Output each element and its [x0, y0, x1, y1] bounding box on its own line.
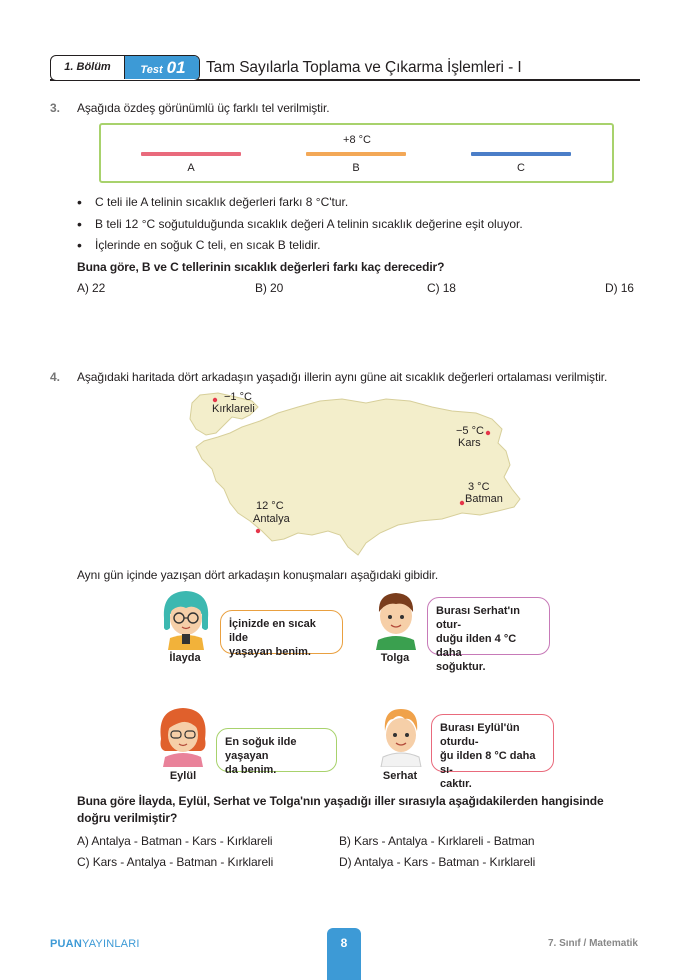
eylul-speech: En soğuk ilde yaşayan da benim. — [216, 728, 337, 772]
kars-name: Kars — [458, 437, 481, 449]
antalya-dot — [256, 529, 260, 533]
kars-temp: −5 °C — [456, 425, 484, 437]
wire-a — [141, 152, 241, 156]
q3-option-a[interactable]: A) 22 — [77, 281, 106, 295]
ilayda-speech: İçinizde en sıcak ilde yaşayan benim. — [220, 610, 343, 654]
q4-question-line-1: Buna göre İlayda, Eylül, Serhat ve Tolga'nın yaşadığı iller sırasıyla aşağıdakilerden hangisinde — [77, 794, 604, 808]
serhat-speech: Burası Eylül'ün oturdu- ğu ilden 8 °C daha sı- caktır. — [431, 714, 554, 772]
tolga-name: Tolga — [380, 652, 410, 664]
batman-dot — [460, 501, 464, 505]
bolum-label: 1. Bölüm — [64, 61, 111, 73]
wire-b-temp: +8 °C — [343, 134, 371, 146]
kirklareli-temp: −1 °C — [224, 391, 252, 403]
q4-number: 4. — [50, 370, 61, 384]
q3-bullet-3: • İçlerinde en soğuk C teli, en sıcak B telidir. — [77, 237, 321, 253]
wire-c — [471, 152, 571, 156]
q4-question-line-2: doğru verilmiştir? — [77, 811, 178, 825]
batman-temp: 3 °C — [468, 481, 490, 493]
q4-intro: Aşağıdaki haritada dört arkadaşın yaşadığı illerin aynı güne ait sıcaklık değerleri ortalaması verilmiştir. — [77, 370, 608, 384]
test-number: 01 — [166, 58, 186, 77]
q3-option-b[interactable]: B) 20 — [255, 281, 284, 295]
q4-option-b[interactable]: B) Kars - Antalya - Kırklareli - Batman — [339, 834, 535, 848]
page-title: Tam Sayılarla Toplama ve Çıkarma İşlemleri - I — [206, 59, 522, 76]
wire-a-label: A — [187, 162, 195, 174]
ilayda-avatar — [160, 588, 212, 650]
kirklareli-dot — [213, 398, 217, 402]
q4-option-d[interactable]: D) Antalya - Kars - Batman - Kırklareli — [339, 855, 536, 869]
wire-c-label: C — [517, 162, 525, 174]
antalya-name: Antalya — [253, 513, 290, 525]
map-anatolia — [196, 399, 520, 555]
ilayda-name: İlayda — [169, 652, 201, 664]
q4-conversation-intro: Aynı gün içinde yazışan dört arkadaşın konuşmaları aşağıdaki gibidir. — [77, 568, 439, 582]
q3-bullet-2: • B teli 12 °C soğutulduğunda sıcaklık değeri A telinin sıcaklık değerine eşit oluyor. — [77, 216, 523, 232]
kirklareli-name: Kırklareli — [212, 403, 255, 415]
serhat-avatar — [375, 705, 427, 767]
q3-option-d[interactable]: D) 16 — [605, 281, 634, 295]
serhat-name: Serhat — [382, 770, 418, 782]
test-label: Test — [140, 64, 163, 76]
q4-option-c[interactable]: C) Kars - Antalya - Batman - Kırklareli — [77, 855, 274, 869]
wire-b-label: B — [352, 162, 360, 174]
test-badge — [124, 56, 200, 79]
batman-name: Batman — [465, 493, 503, 505]
kars-dot — [486, 431, 490, 435]
q4-option-a[interactable]: A) Antalya - Batman - Kars - Kırklareli — [77, 834, 273, 848]
section-badge — [50, 55, 200, 81]
q3-number: 3. — [50, 101, 61, 115]
wire-b — [306, 152, 406, 156]
q3-question: Buna göre, B ve C tellerinin sıcaklık değerleri farkı kaç derecedir? — [77, 260, 445, 274]
eylul-name: Eylül — [169, 770, 197, 782]
publisher-logo: PUANYAYINLARI — [50, 938, 140, 950]
tolga-speech: Burası Serhat'ın otur- duğu ilden 4 °C daha soğuktur. — [427, 597, 550, 655]
antalya-temp: 12 °C — [256, 500, 284, 512]
page-number: 8 — [327, 928, 361, 980]
q3-option-c[interactable]: C) 18 — [427, 281, 456, 295]
eylul-avatar — [157, 705, 209, 767]
q3-bullet-1: • C teli ile A telinin sıcaklık değerleri farkı 8 °C'tur. — [77, 194, 349, 210]
q3-intro: Aşağıda özdeş görünümlü üç farklı tel verilmiştir. — [77, 101, 330, 115]
tolga-avatar — [370, 588, 422, 650]
wire-figure — [99, 123, 614, 183]
subject-label: 7. Sınıf / Matematik — [547, 938, 638, 949]
